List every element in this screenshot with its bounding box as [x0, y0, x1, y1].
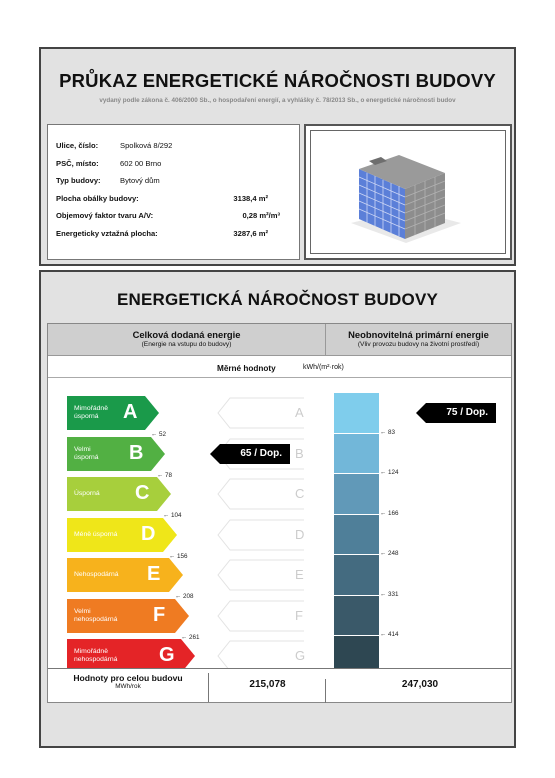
class-label-b: Velmi úsporná	[74, 445, 99, 461]
class-label-f: Velmi nehospodárná	[74, 607, 118, 623]
ghost-letter-c: C	[295, 486, 305, 501]
class-label-d: Méně úsporná	[74, 530, 118, 538]
marker-left-text: 65 / Dop.	[240, 447, 282, 459]
specific-values-unit: kWh/(m²·rok)	[303, 364, 344, 371]
ghost-letter-f: F	[295, 607, 303, 623]
tick-left-c: ← 104	[163, 512, 182, 519]
energy-chart-panel	[47, 323, 512, 703]
primary-class-block-f	[334, 596, 379, 636]
class-label-e: Nehospodárná	[74, 571, 119, 578]
ghost-letter-a: A	[295, 405, 304, 420]
tick-right-c: ← 166	[380, 509, 399, 517]
primary-class-block-d	[334, 515, 379, 555]
tick-right-b: ← 124	[380, 469, 399, 476]
primary-class-block-b	[334, 434, 379, 474]
document-subtitle: vydaný podle zákona č. 406/2000 Sb., o hospodaření energií, a vyhlášky č. 78/2013 Sb., o energetické náročnosti budov	[99, 97, 456, 104]
building-image	[310, 130, 506, 254]
tick-right-f: ← 414	[380, 631, 399, 638]
class-letter-f: F	[153, 603, 166, 626]
tick-right-d: ← 248	[380, 550, 399, 557]
tick-left-e: ← 208	[175, 593, 194, 600]
section-title: ENERGETICKÁ NÁROČNOST BUDOVY	[116, 290, 439, 309]
class-letter-b: B	[129, 441, 144, 464]
specific-values-label: Měrné hodnoty	[217, 364, 276, 373]
tick-right-a: ← 83	[380, 428, 396, 436]
building-info-panel: Ulice, číslo: Spolková 8/292 PSČ, místo: 602 00 Brno Typ budovy: Bytový dům Plocha obálky budovy: 3138,4 m² Objemový faktor tvaru A/V: 0,28 m²/m³ Energeticky vztažná plocha: 3287,6 m²	[47, 124, 300, 260]
tick-right-e: ← 331	[380, 590, 399, 598]
building-image-panel	[304, 124, 512, 260]
class-label-c: Úsporná	[74, 490, 100, 497]
class-label-a: Mimořádně úsporná	[74, 405, 108, 420]
tick-left-d: ← 156	[169, 552, 188, 560]
tick-left-f: ← 261	[181, 633, 200, 641]
class-letter-a: A	[123, 401, 138, 423]
tick-left-b: ← 78	[157, 471, 173, 479]
header-section	[39, 47, 516, 266]
building-totals-row	[48, 668, 511, 702]
tick-left-a: ← 52	[151, 431, 167, 438]
class-letter-e: E	[147, 563, 161, 585]
ghost-letter-e: E	[295, 567, 304, 582]
energy-section	[39, 270, 516, 748]
marker-right-text: 75 / Dop.	[446, 407, 488, 418]
primary-energy-header: Neobnovitelná primární energie (Vliv provozu budovy na životní prostředí)	[326, 324, 511, 356]
class-letter-g: G	[159, 644, 175, 666]
total-primary-energy: 247,030	[401, 679, 439, 690]
primary-class-block-e	[334, 555, 379, 595]
primary-class-block-a	[334, 393, 379, 433]
delivered-energy-header: Celková dodaná energie (Energie na vstupu do budovy)	[48, 324, 326, 356]
building-illustration-icon	[311, 131, 509, 257]
primary-class-block-c	[334, 474, 379, 514]
divider	[48, 377, 511, 378]
class-letter-d: D	[141, 522, 156, 545]
ghost-letter-g: G	[295, 648, 306, 663]
totals-label: Hodnoty pro celou budovu MWh/rok	[48, 673, 209, 702]
class-label-g: Mimořádně nehospodárná	[74, 648, 118, 663]
document-title: PRŮKAZ ENERGETICKÉ NÁROČNOSTI BUDOVY	[59, 70, 496, 91]
ghost-letter-d: D	[295, 526, 305, 542]
total-delivered-energy: 215,078	[210, 679, 326, 703]
ghost-letter-b: B	[295, 445, 304, 461]
class-letter-c: C	[135, 482, 150, 504]
